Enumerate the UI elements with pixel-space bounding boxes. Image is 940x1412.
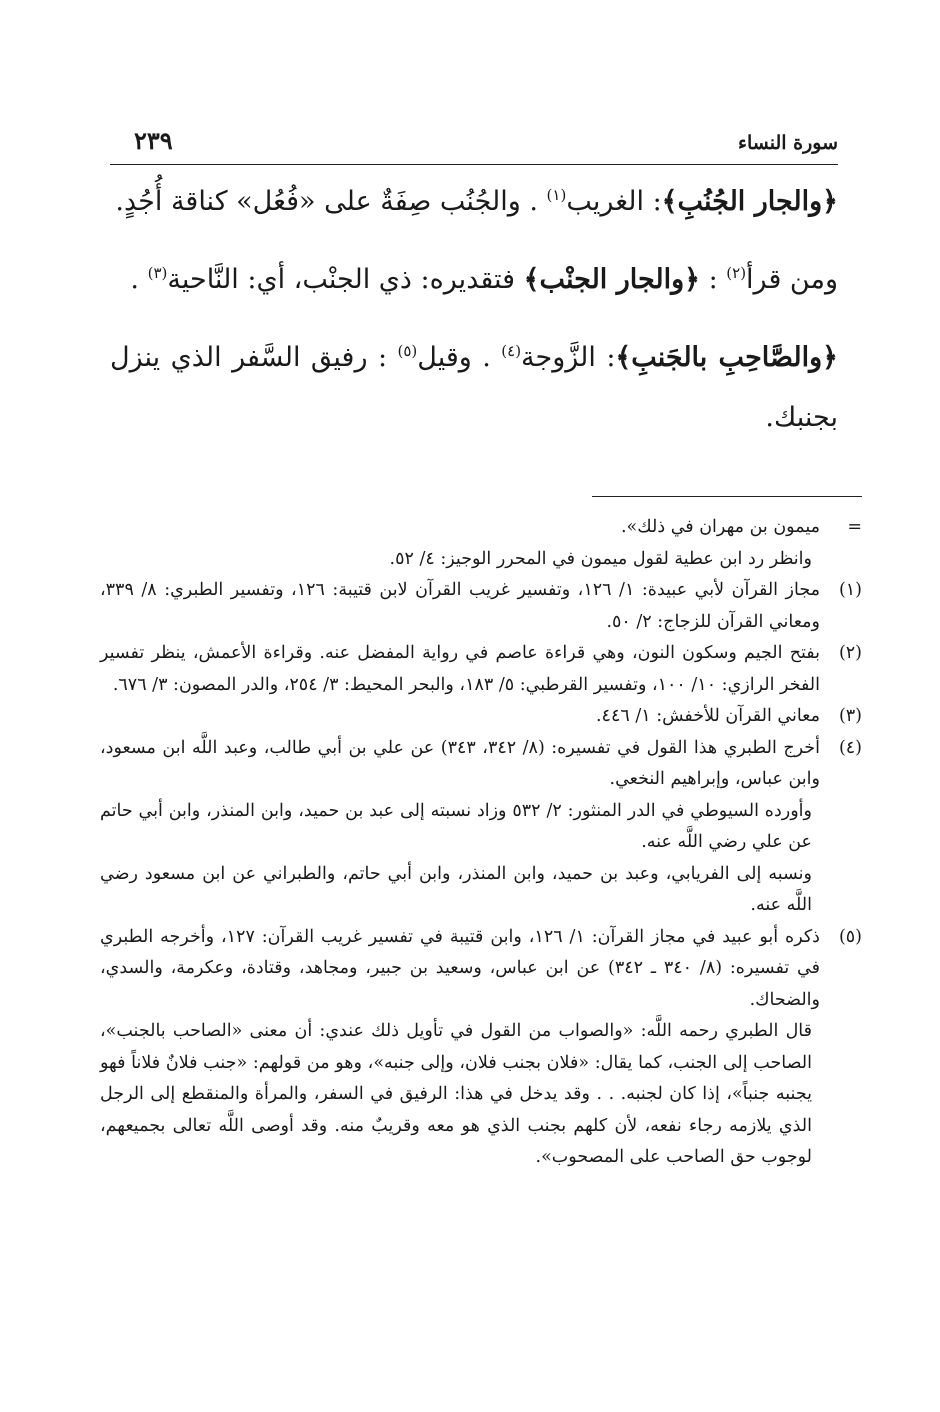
paragraph-1 [110, 172, 838, 232]
paragraph-2 [110, 250, 838, 310]
footnote-paragraph [100, 859, 862, 922]
footnote-paragraph [100, 796, 862, 859]
footnote-ref: (٤) [501, 342, 522, 360]
text-segment: : رفيق السَّفر الذي ينزل بجنبك. [110, 342, 838, 433]
page-header [110, 118, 838, 165]
footnote-text: معاني القرآن للأخفش: ١/ ٤٤٦. [595, 706, 820, 726]
text-segment: . والجُنُب صِفَةٌ على «فُعُل» كناقة أُجُدٍ. [115, 186, 547, 217]
footnote-text: ذكره أبو عبيد في مجاز القرآن: ١/ ١٢٦، وابن قتيبة في تفسير غريب القرآن: ١٢٧، وأخرجه الطبري في تفسيره: (٨/ ٣٤٠ ـ ٣٤٢) عن ابن عباس، وسعيد بن جبير، ومجاهد، وقتادة، وعكرمة، والسدي، والضحاك. [100, 926, 820, 1010]
footnote-3 [100, 701, 862, 733]
text-segment: : الزَّوجة [521, 342, 616, 373]
footnote-paragraph [100, 544, 862, 576]
paragraph-3 [110, 328, 838, 448]
footnote-text: ونسبه إلى الفريابي، وعبد بن حميد، وابن المنذر، وابن أبي حاتم، والطبراني عن ابن مسعود رضي اللَّه عنه. [100, 863, 812, 915]
footnote-2 [100, 638, 862, 701]
quran-quote: ﴿والجار الجنْب﴾ [523, 264, 700, 295]
text-segment: : الغريب [566, 186, 662, 217]
footnote-5 [100, 922, 862, 1017]
text-segment: ومن قرأ [746, 264, 838, 295]
page-number: ٢٣٩ [134, 126, 173, 155]
footnote-1 [100, 575, 862, 638]
footnote-text: مجاز القرآن لأبي عبيدة: ١/ ١٢٦، وتفسير غريب القرآن لابن قتيبة: ١٢٦، وتفسير الطبري: ٨/ ٣٣٩، ومعاني القرآن للزجاج: ٢/ ٥٠. [100, 580, 820, 632]
footnote-number: (٣) [838, 706, 862, 726]
footnote-paragraph [100, 1016, 862, 1174]
footnote-text: ميمون بن مهران في ذلك». [620, 517, 820, 537]
footnote-number: (٢) [838, 643, 862, 663]
text-segment: . [130, 264, 148, 295]
text-segment: : [700, 264, 727, 295]
footnote-ref: (١) [546, 186, 567, 204]
footnote-text: بفتح الجيم وسكون النون، وهي قراءة عاصم في رواية المفضل عنه. وقراءة الأعمش، ينظر تفسير الفخر الرازي: ١٠/ ١٠٠، وتفسير القرطبي: ٥/ ١٨٣، والبحر المحيط: ٣/ ٢٥٤، والدر المصون: ٣/ ٦٧٦. [100, 643, 820, 695]
quran-quote: ﴿والجار الجُنُبِ﴾ [661, 186, 838, 217]
text-segment: فتقديره: ذي الجنْب، أي: النَّاحية [167, 264, 524, 295]
footnote-ref: (٥) [397, 342, 418, 360]
text-segment: . وقيل [417, 342, 502, 373]
quran-quote: ﴿والصَّاحِبِ بالجَنبِ﴾ [615, 342, 838, 373]
footnote-separator [592, 496, 862, 497]
footnote-number: (١) [838, 580, 862, 600]
footnote-text: أخرج الطبري هذا القول في تفسيره: (٨/ ٣٤٢، ٣٤٣) عن علي بن أبي طالب، وعبد اللَّه ابن مسعود، وابن عباس، وإبراهيم النخعي. [100, 737, 820, 789]
footnote-text: وانظر رد ابن عطية لقول ميمون في المحرر الوجيز: ٤/ ٥٢. [389, 548, 812, 569]
footnote-ref: (٣) [147, 264, 168, 282]
footnotes [100, 512, 862, 1174]
main-text [110, 172, 838, 466]
footnote-continuation [100, 512, 862, 544]
continuation-mark: = [847, 517, 862, 537]
footnote-4 [100, 733, 862, 796]
footnote-number: (٥) [838, 926, 862, 947]
footnote-ref: (٢) [726, 264, 747, 282]
footnote-text: وأورده السيوطي في الدر المنثور: ٢/ ٥٣٢ وزاد نسبته إلى عبد بن حميد، وابن المنذر، وابن أبي حاتم عن علي رضي اللَّه عنه. [100, 800, 812, 852]
surah-title: سورة النساء [738, 132, 838, 154]
footnote-number: (٤) [838, 737, 862, 758]
footnote-text: قال الطبري رحمه اللَّه: «والصواب من القول في تأويل ذلك عندي: أن معنى «الصاحب بالجنب»، الصاحب إلى الجنب، كما يقال: «فلان بجنب فلان، وإلى جنبه»، وهو من قولهم: «جنب فلانٌ فلاناً فهو يجنبه جنباً»، إذا كان لجنبه. . . وقد يدخل في هذا: الرفيق في السفر، والمرأة والمنقطع إلى الرجل الذي يلازمه رجاء نفعه، لأن كلهم بجنب الذي هو معه وقريبٌ منه. وقد أوصى اللَّه تعالى بجميعهم، لوجوب حق الصاحب على المصحوب». [100, 1021, 812, 1167]
